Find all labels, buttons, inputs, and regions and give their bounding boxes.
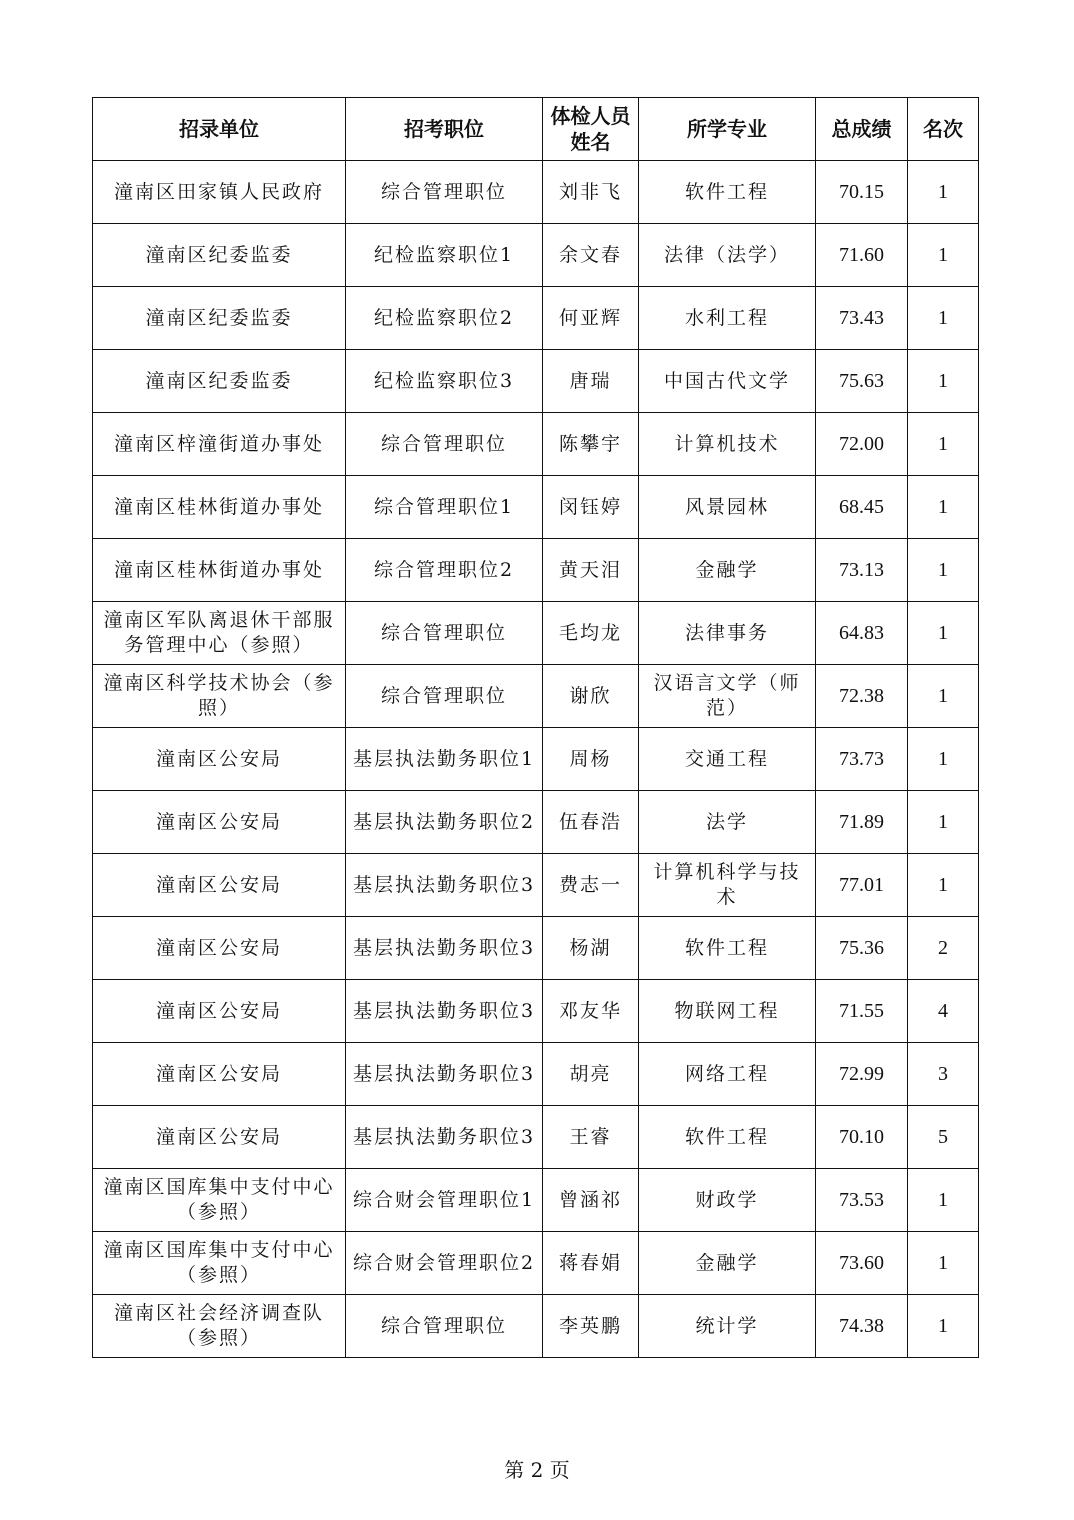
cell-name: 何亚辉	[543, 287, 639, 350]
table-row	[93, 1169, 979, 1232]
cell-score: 71.89	[816, 791, 908, 854]
cell-score: 73.53	[816, 1169, 908, 1232]
cell-major: 金融学	[639, 539, 816, 602]
cell-position: 纪检监察职位2	[346, 287, 543, 350]
cell-rank: 1	[908, 791, 979, 854]
header-position: 招考职位	[346, 98, 543, 161]
cell-position: 基层执法勤务职位3	[346, 917, 543, 980]
table-row	[93, 602, 979, 665]
cell-name: 毛均龙	[543, 602, 639, 665]
cell-major: 物联网工程	[639, 980, 816, 1043]
cell-position: 综合财会管理职位2	[346, 1232, 543, 1295]
cell-unit: 潼南区国库集中支付中心（参照）	[93, 1169, 346, 1232]
cell-unit: 潼南区田家镇人民政府	[93, 161, 346, 224]
table-row	[93, 413, 979, 476]
cell-score: 72.99	[816, 1043, 908, 1106]
cell-score: 75.63	[816, 350, 908, 413]
results-table	[92, 97, 979, 1358]
cell-major: 计算机科学与技术	[639, 854, 816, 917]
cell-name: 邓友华	[543, 980, 639, 1043]
cell-score: 72.00	[816, 413, 908, 476]
cell-rank: 1	[908, 854, 979, 917]
cell-unit: 潼南区纪委监委	[93, 350, 346, 413]
cell-position: 综合管理职位1	[346, 476, 543, 539]
table-row	[93, 539, 979, 602]
cell-name: 费志一	[543, 854, 639, 917]
cell-position: 综合管理职位2	[346, 539, 543, 602]
cell-name: 唐瑞	[543, 350, 639, 413]
cell-unit: 潼南区公安局	[93, 917, 346, 980]
cell-major: 中国古代文学	[639, 350, 816, 413]
cell-major: 统计学	[639, 1295, 816, 1358]
cell-unit: 潼南区科学技术协会（参照）	[93, 665, 346, 728]
header-row	[93, 98, 979, 161]
cell-score: 73.73	[816, 728, 908, 791]
cell-major: 汉语言文学（师范）	[639, 665, 816, 728]
cell-major: 法律（法学）	[639, 224, 816, 287]
cell-score: 70.15	[816, 161, 908, 224]
cell-rank: 1	[908, 665, 979, 728]
cell-name: 李英鹏	[543, 1295, 639, 1358]
table-row	[93, 854, 979, 917]
cell-name: 杨湖	[543, 917, 639, 980]
cell-position: 综合管理职位	[346, 413, 543, 476]
cell-position: 基层执法勤务职位3	[346, 1106, 543, 1169]
cell-position: 综合管理职位	[346, 602, 543, 665]
cell-major: 水利工程	[639, 287, 816, 350]
cell-score: 71.55	[816, 980, 908, 1043]
cell-rank: 1	[908, 161, 979, 224]
cell-rank: 2	[908, 917, 979, 980]
cell-major: 网络工程	[639, 1043, 816, 1106]
cell-major: 财政学	[639, 1169, 816, 1232]
cell-position: 基层执法勤务职位1	[346, 728, 543, 791]
cell-major: 软件工程	[639, 161, 816, 224]
table-body	[93, 161, 979, 1358]
cell-rank: 5	[908, 1106, 979, 1169]
table-row	[93, 161, 979, 224]
cell-rank: 1	[908, 602, 979, 665]
cell-major: 交通工程	[639, 728, 816, 791]
table-row	[93, 350, 979, 413]
cell-score: 70.10	[816, 1106, 908, 1169]
cell-unit: 潼南区梓潼街道办事处	[93, 413, 346, 476]
cell-unit: 潼南区纪委监委	[93, 287, 346, 350]
header-unit: 招录单位	[93, 98, 346, 161]
cell-rank: 1	[908, 1295, 979, 1358]
cell-rank: 4	[908, 980, 979, 1043]
cell-name: 谢欣	[543, 665, 639, 728]
cell-rank: 1	[908, 1232, 979, 1295]
table-row	[93, 728, 979, 791]
cell-major: 计算机技术	[639, 413, 816, 476]
cell-name: 曾涵祁	[543, 1169, 639, 1232]
cell-unit: 潼南区公安局	[93, 1043, 346, 1106]
table-row	[93, 1295, 979, 1358]
cell-name: 周杨	[543, 728, 639, 791]
cell-score: 72.38	[816, 665, 908, 728]
cell-score: 75.36	[816, 917, 908, 980]
cell-name: 闵钰婷	[543, 476, 639, 539]
cell-unit: 潼南区社会经济调查队（参照）	[93, 1295, 346, 1358]
cell-position: 综合管理职位	[346, 1295, 543, 1358]
cell-position: 纪检监察职位1	[346, 224, 543, 287]
header-name: 体检人员姓名	[543, 98, 639, 161]
cell-unit: 潼南区公安局	[93, 854, 346, 917]
cell-position: 基层执法勤务职位3	[346, 1043, 543, 1106]
cell-name: 刘非飞	[543, 161, 639, 224]
cell-unit: 潼南区公安局	[93, 791, 346, 854]
cell-unit: 潼南区军队离退休干部服务管理中心（参照）	[93, 602, 346, 665]
cell-name: 胡亮	[543, 1043, 639, 1106]
cell-unit: 潼南区桂林街道办事处	[93, 476, 346, 539]
header-score: 总成绩	[816, 98, 908, 161]
cell-unit: 潼南区纪委监委	[93, 224, 346, 287]
cell-position: 综合管理职位	[346, 161, 543, 224]
cell-rank: 1	[908, 1169, 979, 1232]
cell-score: 74.38	[816, 1295, 908, 1358]
cell-major: 风景园林	[639, 476, 816, 539]
cell-name: 蒋春娟	[543, 1232, 639, 1295]
cell-score: 73.43	[816, 287, 908, 350]
table-row	[93, 1106, 979, 1169]
table-row	[93, 1043, 979, 1106]
cell-position: 基层执法勤务职位2	[346, 791, 543, 854]
cell-major: 法律事务	[639, 602, 816, 665]
cell-rank: 1	[908, 413, 979, 476]
cell-unit: 潼南区公安局	[93, 980, 346, 1043]
table-row	[93, 287, 979, 350]
cell-unit: 潼南区公安局	[93, 1106, 346, 1169]
table-row	[93, 980, 979, 1043]
cell-position: 综合财会管理职位1	[346, 1169, 543, 1232]
cell-major: 软件工程	[639, 1106, 816, 1169]
header-rank: 名次	[908, 98, 979, 161]
cell-rank: 1	[908, 476, 979, 539]
cell-unit: 潼南区公安局	[93, 728, 346, 791]
table-row	[93, 1232, 979, 1295]
cell-rank: 1	[908, 224, 979, 287]
cell-rank: 1	[908, 728, 979, 791]
cell-position: 综合管理职位	[346, 665, 543, 728]
cell-score: 71.60	[816, 224, 908, 287]
cell-rank: 1	[908, 287, 979, 350]
cell-rank: 1	[908, 539, 979, 602]
cell-name: 陈攀宇	[543, 413, 639, 476]
table-row	[93, 665, 979, 728]
cell-name: 伍春浩	[543, 791, 639, 854]
cell-position: 纪检监察职位3	[346, 350, 543, 413]
cell-score: 68.45	[816, 476, 908, 539]
cell-score: 73.60	[816, 1232, 908, 1295]
cell-name: 余文春	[543, 224, 639, 287]
cell-major: 软件工程	[639, 917, 816, 980]
header-major: 所学专业	[639, 98, 816, 161]
cell-major: 法学	[639, 791, 816, 854]
cell-rank: 1	[908, 350, 979, 413]
page-number: 第 2 页	[504, 1458, 570, 1482]
cell-score: 73.13	[816, 539, 908, 602]
cell-position: 基层执法勤务职位3	[346, 980, 543, 1043]
table-row	[93, 224, 979, 287]
table-row	[93, 917, 979, 980]
cell-name: 黄天泪	[543, 539, 639, 602]
cell-major: 金融学	[639, 1232, 816, 1295]
cell-unit: 潼南区国库集中支付中心（参照）	[93, 1232, 346, 1295]
cell-score: 64.83	[816, 602, 908, 665]
cell-position: 基层执法勤务职位3	[346, 854, 543, 917]
table-row	[93, 476, 979, 539]
cell-name: 王睿	[543, 1106, 639, 1169]
table-row	[93, 791, 979, 854]
cell-unit: 潼南区桂林街道办事处	[93, 539, 346, 602]
cell-rank: 3	[908, 1043, 979, 1106]
cell-score: 77.01	[816, 854, 908, 917]
